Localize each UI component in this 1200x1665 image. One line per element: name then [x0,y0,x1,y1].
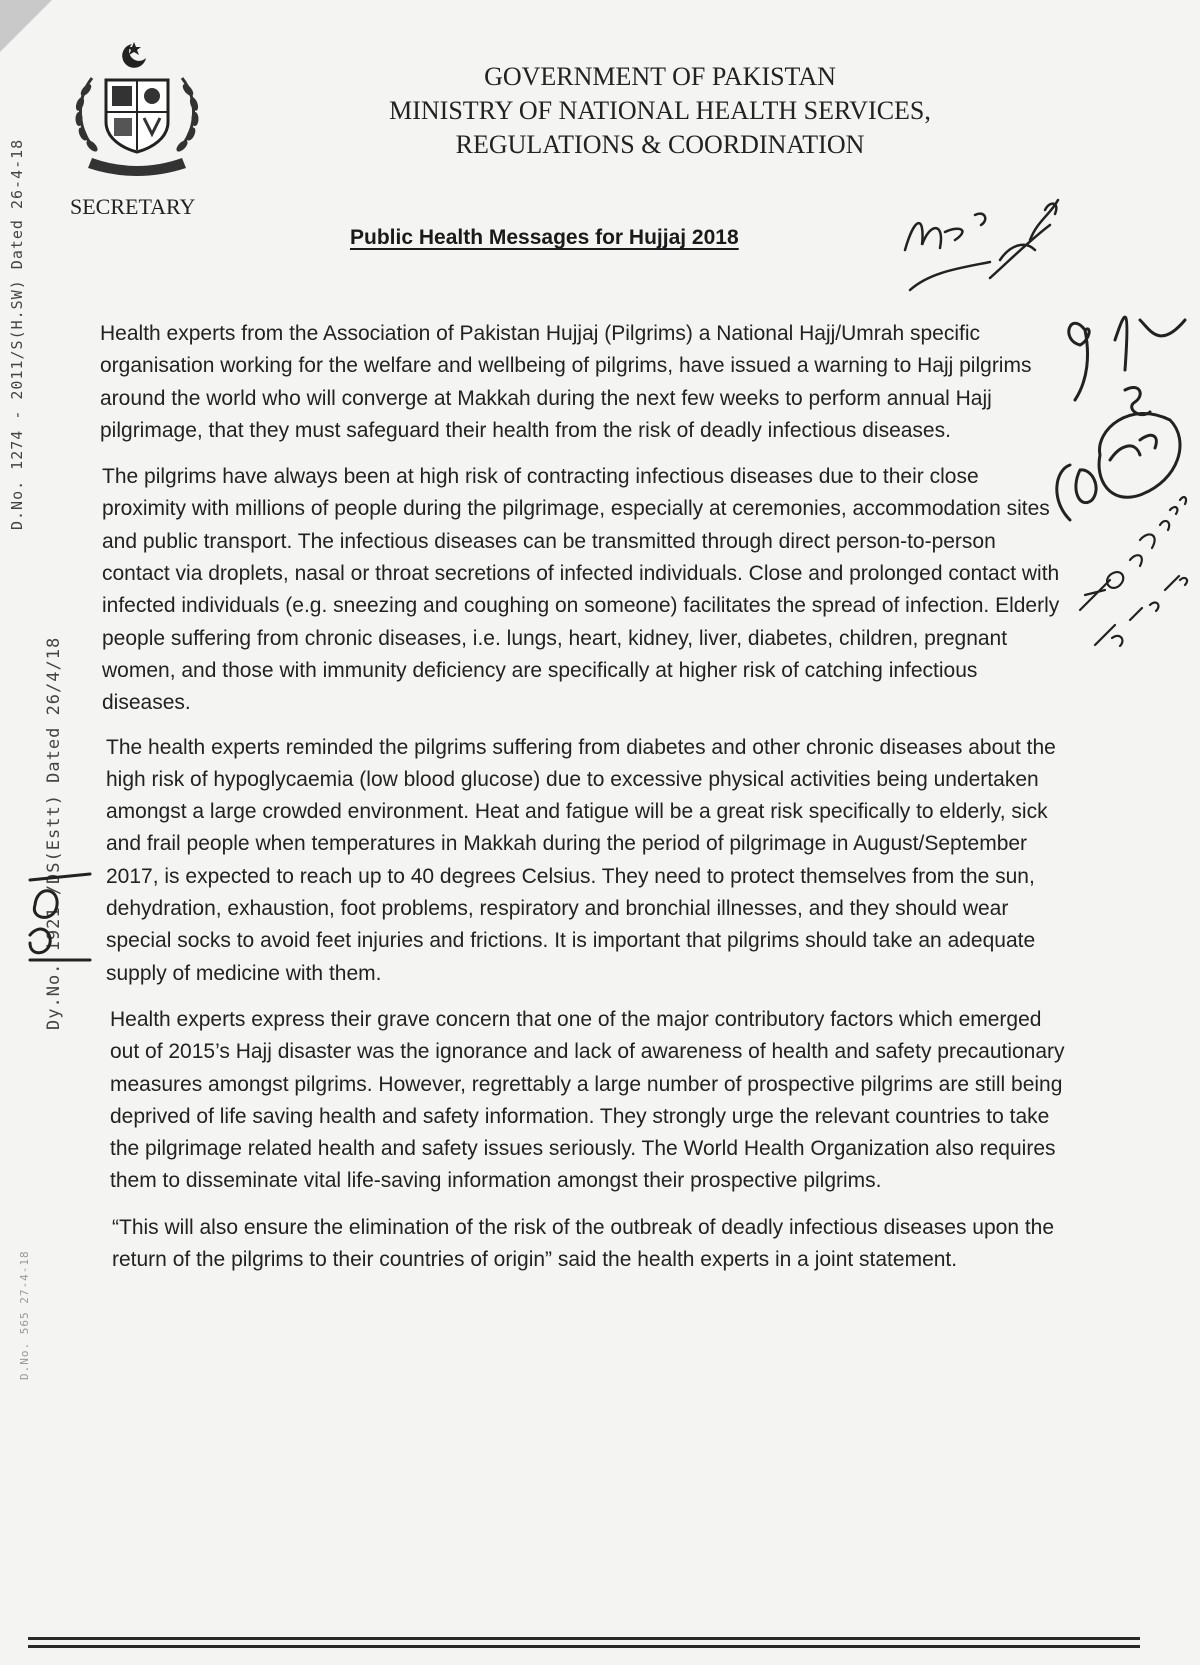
paragraph-5: “This will also ensure the elimination of the risk of the outbreak of deadly infectious diseases upon the return of the pilgrims to their countries of origin” said the health experts in a joint statement. [112,1215,1055,1272]
designation: SECRETARY [70,194,196,219]
paragraph-3: The health experts reminded the pilgrims suffering from diabetes and other chronic diseases about the high risk of hypoglycaemia (low blood glucose) due to excessive physical activities being undertaken amongst a large crowded environment. Heat and fatigue will be a great risk specifically to elderly, sick and frail people when temperatures in Makkah during the period of pilgrimage in August/September 2017, is expected to reach up to 40 degrees Celsius. They need to protect themselves from the sun, dehydration, exhaustion, foot problems, respiratory and bronchial illnesses, and they should wear special socks to avoid feet injuries and frictions. It is important that pilgrims should take an adequate supply of medicine with them. [106,735,1056,985]
diary-stamp-low: D.No. 565 27-4-18 [18,1250,31,1380]
circulation-note-scribble [1080,497,1187,646]
document-title: Public Health Messages for Hujjaj 2018 [350,226,739,249]
paragraph-1: Health experts from the Association of Pakistan Hujjaj (Pilgrims) a National Hajj/Umrah specific organisation working for the welfare and wellbeing of pilgrims, have issued a warning to Hajj pilgrims around the world who will converge at Makkah during the next few weeks to perform annual Hajj pilgrimage, that they must safeguard their health from the risk of deadly infectious diseases. [100,322,1032,442]
folded-corner [0,0,52,52]
state-emblem-icon [62,38,212,178]
letterhead-line-2: MINISTRY OF NATIONAL HEALTH SERVICES, [389,96,931,125]
letterhead [300,60,1020,162]
paragraph-2: The pilgrims have always been at high risk of contracting infectious diseases due to their close proximity with millions of people during the pilgrimage, especially at ceremonies, accommodation sites and public transport. The infectious diseases can be transmitted through direct person-to-person contact via droplets, nasal or throat secretions of infected individuals. Close and prolonged contact with infected individuals (e.g. sneezing and coughing on someone) facilitates the spread of infection. Elderly people suffering from chronic diseases, i.e. lungs, heart, kidney, liver, diabetes, children, pregnant women, and those with immunity deficiency are specifically at higher risk of catching infectious diseases. [102,465,1060,715]
letterhead-line-1: GOVERNMENT OF PAKISTAN [484,62,836,91]
signature-scribble-top [905,200,1058,290]
letterhead-line-3: REGULATIONS & COORDINATION [455,130,865,159]
signature-scribble-right [1057,317,1185,520]
diary-stamp-middle: Dy.No. 1921 /DS(Estt) Dated 26/4/18 [44,636,64,1030]
message-body [100,318,1066,1276]
footer-rule-1 [28,1637,1140,1640]
paragraph-4: Health experts express their grave concern that one of the major contributory factors which emerged out of 2015’s Hajj disaster was the ignorance and lack of awareness of health and safety precautionary measures amongst pilgrims. However, regrettably a large number of prospective pilgrims are still being deprived of life saving health and safety information. They strongly urge the relevant countries to take the pilgrimage related health and safety issues seriously. The World Health Organization also requires them to disseminate vital life-saving information amongst their prospective pilgrims. [110,1007,1065,1193]
diary-stamp-top: D.No. 1274 - 2011/S(H.SW) Dated 26-4-18 [8,138,26,530]
footer-rule-2 [28,1645,1140,1648]
